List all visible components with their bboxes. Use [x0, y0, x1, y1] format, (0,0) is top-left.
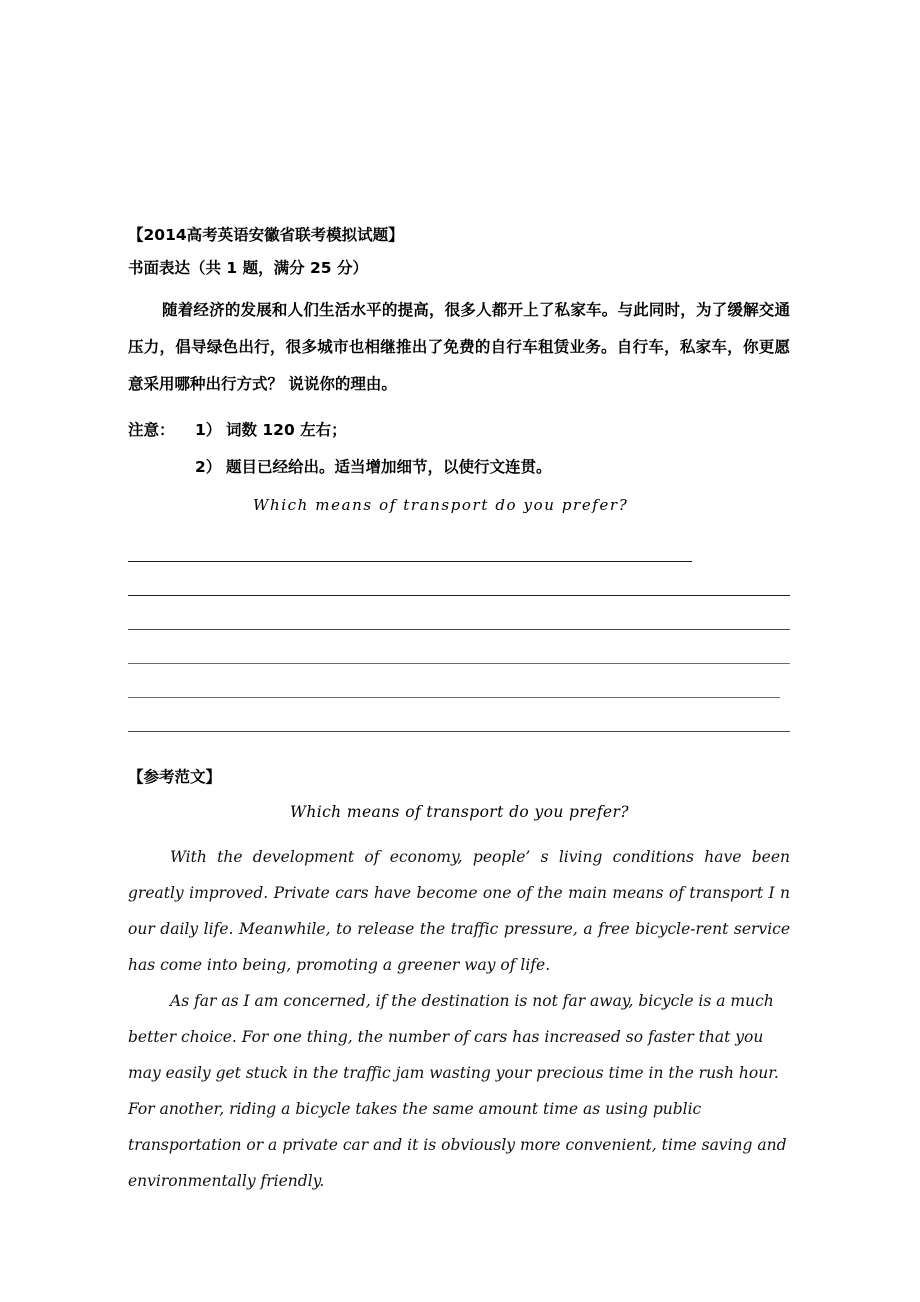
note-item-1	[128, 412, 790, 449]
answer-lines	[128, 561, 790, 732]
note-text-2: 题目已经给出。适当增加细节，以使行文连贯。	[226, 458, 552, 476]
sample-essay-paragraph-2: As far as I am concerned, if the destination is not far away, bicycle is a much better choice. For one thing, the number of cars has increased so faster that you may easily get stuck in the traffic jam wasting your precious time in the rush hour. For another, riding a bicycle takes the same amount time as using public transportation or a private car and it is obviously more convenient, time saving and environmentally friendly.	[128, 992, 787, 1190]
answer-line-6	[128, 731, 790, 732]
essay-prompt-title: Which means of transport do you prefer?	[253, 496, 629, 514]
sample-essay-paragraph-1: With the development of economy, people’ s living conditions have been greatly improved. Private cars have become one of the main means of transport I n our daily life. Meanwhile, to release the traffic pressure, a free bicycle-rent service has come into being, promoting a greener way of life.	[128, 848, 790, 974]
note-item-2	[128, 449, 790, 486]
notes-block	[128, 412, 790, 486]
answer-line-4	[128, 663, 790, 664]
answer-line-1	[128, 561, 692, 562]
answer-line-2	[128, 595, 790, 596]
sample-essay-title: Which means of transport do you prefer?	[290, 803, 629, 821]
answer-line-3	[128, 629, 790, 630]
document-content	[128, 228, 790, 1199]
note-number-1: 1）	[195, 421, 222, 439]
prompt-paragraph: 随着经济的发展和人们生活水平的提高，很多人都开上了私家车。与此同时，为了缓解交通压力，倡导绿色出行，很多城市也相继推出了免费的自行车租赁业务。自行车，私家车，你更愿意采用哪种出行方式？ 说说你的理由。	[128, 301, 790, 393]
sample-essay-heading: 【参考范文】	[128, 768, 222, 786]
note-number-2: 2）	[195, 458, 222, 476]
notes-label: 注意：	[128, 421, 175, 439]
section-title: 书面表达（共 1 题，满分 25 分）	[128, 258, 368, 277]
answer-line-5	[128, 697, 780, 698]
note-text-1: 词数 120 左右；	[226, 421, 347, 439]
page-title: 【2014高考英语安徽省联考模拟试题】	[128, 226, 404, 244]
